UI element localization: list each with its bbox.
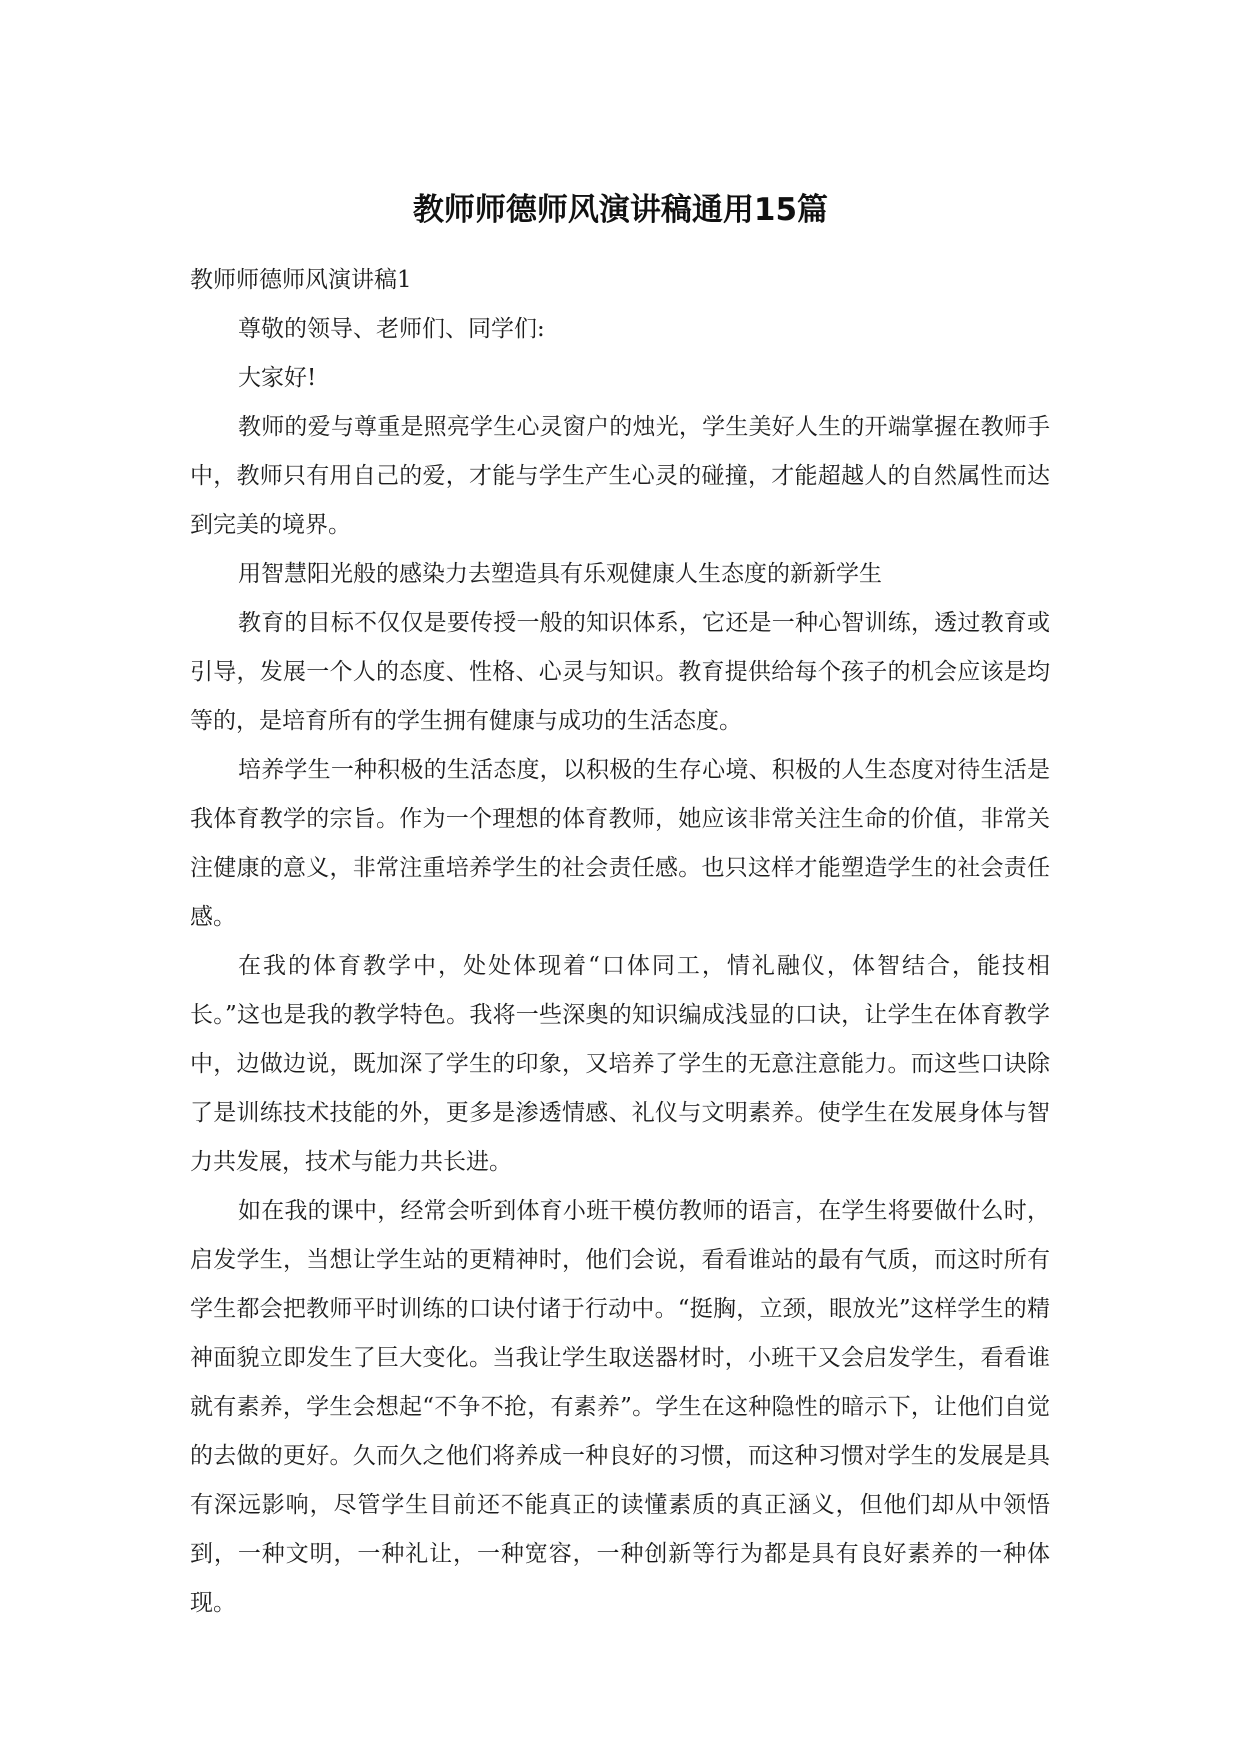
paragraph: 如在我的课中，经常会听到体育小班干模仿教师的语言，在学生将要做什么时，启发学生，当想让学生站的更精神时，他们会说，看看谁站的最有气质，而这时所有学生都会把教师平时训练的口诀付诸于行动中。“挺胸，立颈，眼放光”这样学生的精神面貌立即发生了巨大变化。当我让学生取送器材时，小班干又会启发学生，看看谁就有素养，学生会想起“不争不抢，有素养”。学生在这种隐性的暗示下，让他们自觉的去做的更好。久而久之他们将养成一种良好的习惯，而这种习惯对学生的发展是具有深远影响，尽管学生目前还不能真正的读懂素质的真正涵义，但他们却从中领悟到，一种文明，一种礼让，一种宽容，一种创新等行为都是具有良好素养的一种体现。: [190, 1198, 1050, 1616]
document-title: 教师师德师风演讲稿通用15篇: [412, 192, 829, 228]
paragraph: 培养学生一种积极的生活态度，以积极的生存心境、积极的人生态度对待生活是我体育教学的宗旨。作为一个理想的体育教师，她应该非常关注生命的价值，非常关注健康的意义，非常注重培养学生的社会责任感。也只这样才能塑造学生的社会责任感。: [190, 757, 1050, 930]
paragraph-salutation: 尊敬的领导、老师们、同学们:: [238, 316, 545, 342]
paragraph: 教师的爱与尊重是照亮学生心灵窗户的烛光，学生美好人生的开端掌握在教师手中，教师只有用自己的爱，才能与学生产生心灵的碰撞，才能超越人的自然属性而达到完美的境界。: [190, 414, 1050, 538]
paragraph: 在我的体育教学中，处处体现着“口体同工，情礼融仪，体智结合，能技相长。”这也是我的教学特色。我将一些深奥的知识编成浅显的口诀，让学生在体育教学中，边做边说，既加深了学生的印象，又培养了学生的无意注意能力。而这些口诀除了是训练技术技能的外，更多是渗透情感、礼仪与文明素养。使学生在发展身体与智力共发展，技术与能力共长进。: [190, 953, 1050, 1175]
paragraph: 教育的目标不仅仅是要传授一般的知识体系，它还是一种心智训练，透过教育或引导，发展一个人的态度、性格、心灵与知识。教育提供给每个孩子的机会应该是均等的，是培育所有的学生拥有健康与成功的生活态度。: [190, 610, 1050, 734]
paragraph: 用智慧阳光般的感染力去塑造具有乐观健康人生态度的新新学生: [238, 561, 882, 587]
document-body: [190, 256, 1050, 1628]
paragraph-greeting: 大家好!: [238, 365, 317, 391]
section-heading: 教师师德师风演讲稿1: [190, 267, 412, 293]
